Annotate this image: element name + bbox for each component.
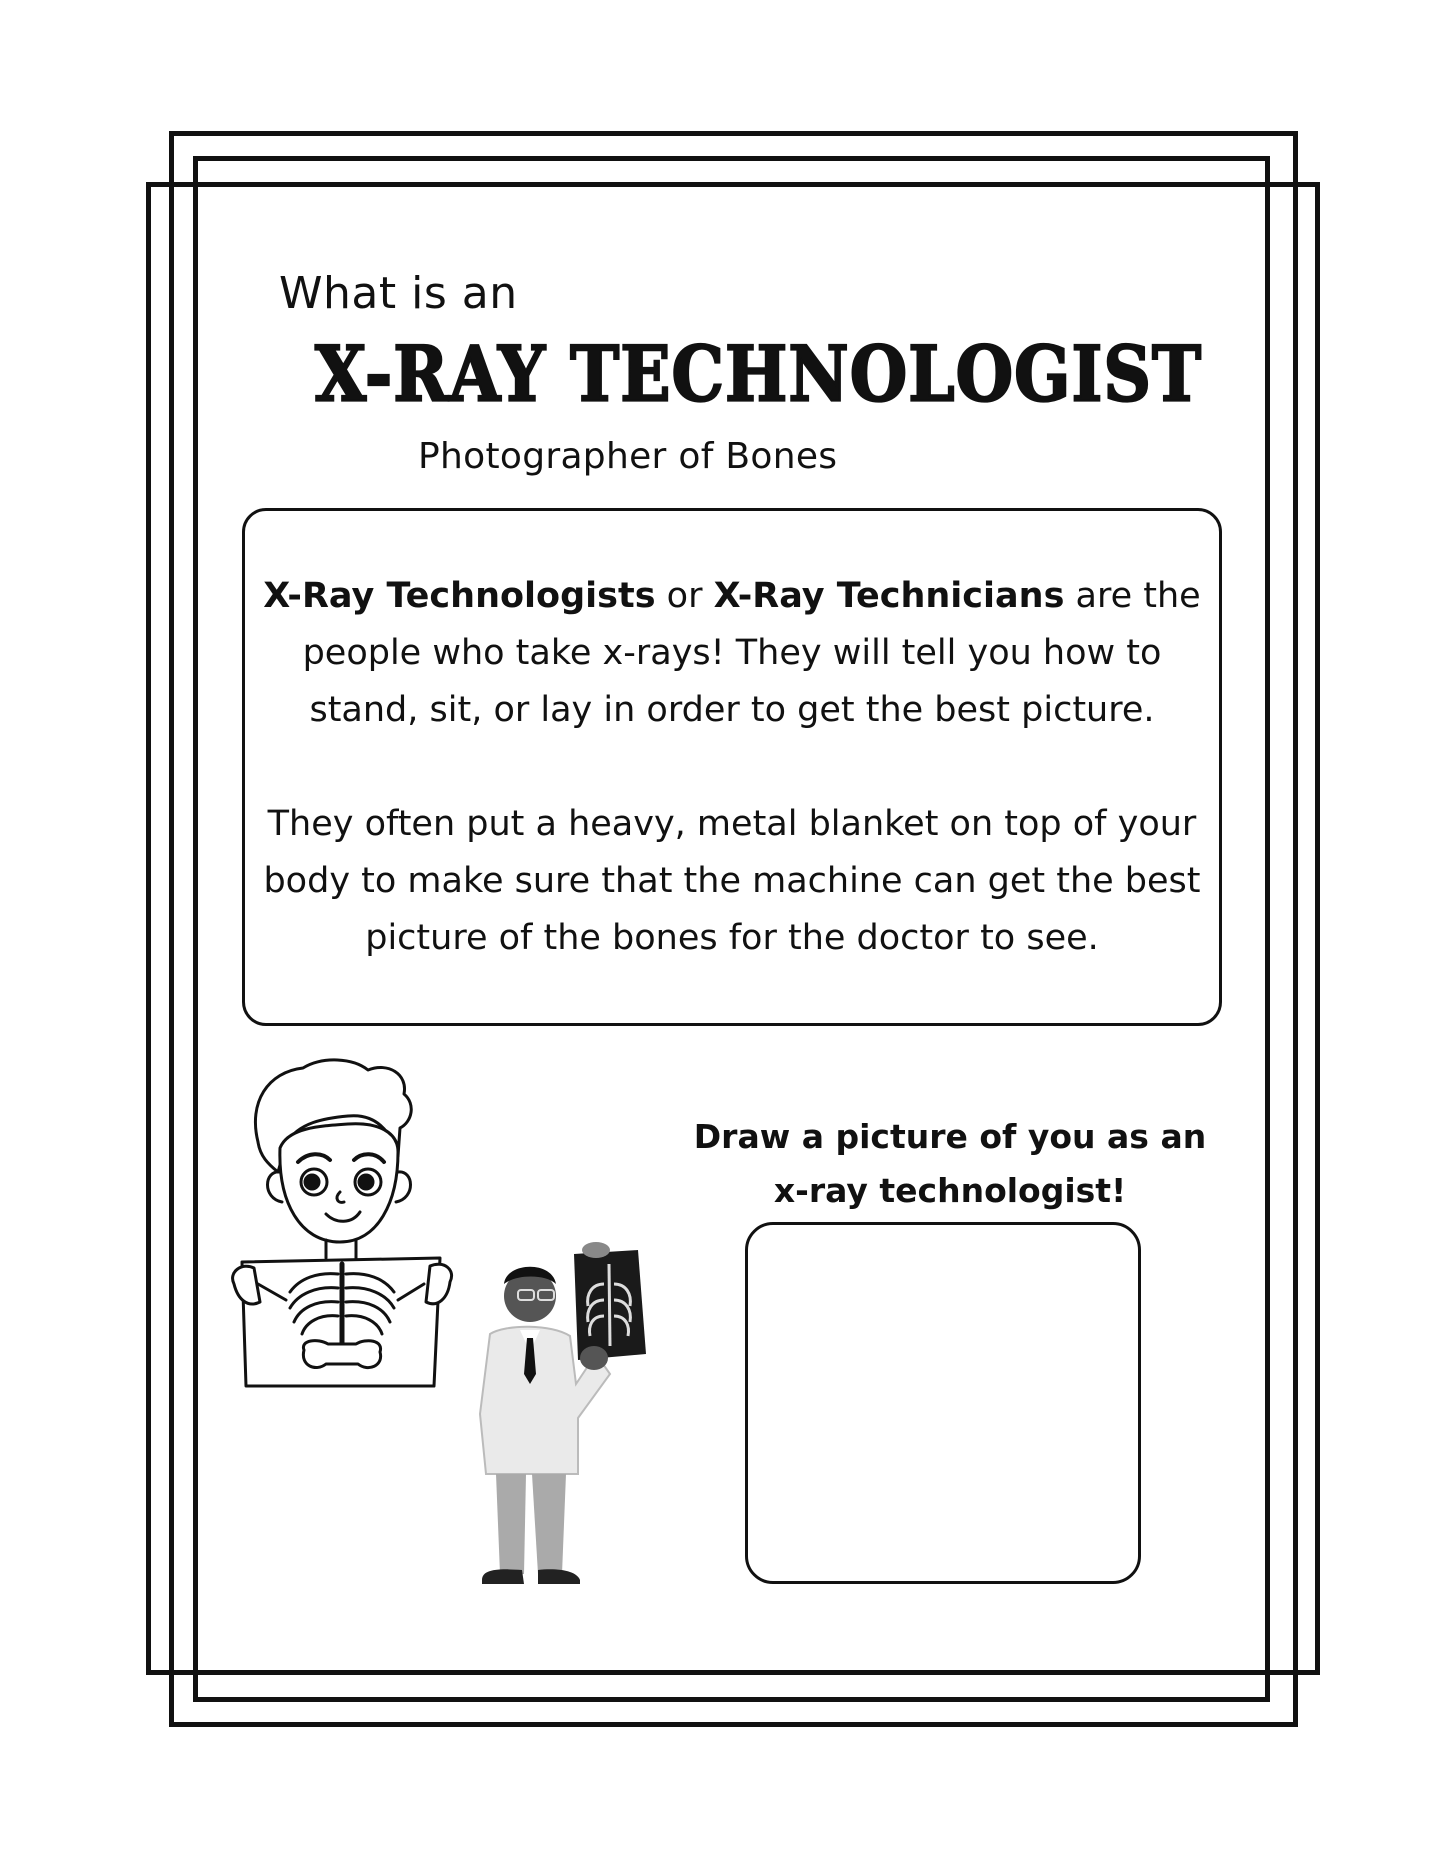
drawing-prompt bbox=[690, 1110, 1210, 1218]
technologist-viewing-xray-icon bbox=[466, 1234, 666, 1590]
info-paragraph-1-rest: are the people who take x-rays! They will tell you how to stand, sit, or lay in order to get the best picture. bbox=[302, 576, 1201, 730]
info-paragraph-1 bbox=[247, 568, 1217, 739]
child-holding-xray-icon bbox=[228, 1052, 468, 1392]
term-technicians: X-Ray Technicians bbox=[713, 576, 1065, 616]
term-technologists: X-Ray Technologists bbox=[263, 576, 656, 616]
connector-or: or bbox=[655, 576, 714, 616]
drawing-box[interactable] bbox=[745, 1222, 1141, 1584]
info-text bbox=[247, 568, 1217, 967]
drawing-prompt-line-1: Draw a picture of you as an bbox=[693, 1117, 1207, 1156]
page-title: X-RAY TECHNOLOGIST bbox=[315, 329, 1203, 419]
drawing-prompt-line-2: x-ray technologist! bbox=[773, 1171, 1127, 1210]
info-paragraph-2: They often put a heavy, metal blanket on top of your body to make sure that the machine can get the best picture of the bones for the doctor to see. bbox=[263, 804, 1201, 958]
page-subtitle: Photographer of Bones bbox=[418, 436, 838, 477]
intro-text: What is an bbox=[279, 268, 518, 319]
